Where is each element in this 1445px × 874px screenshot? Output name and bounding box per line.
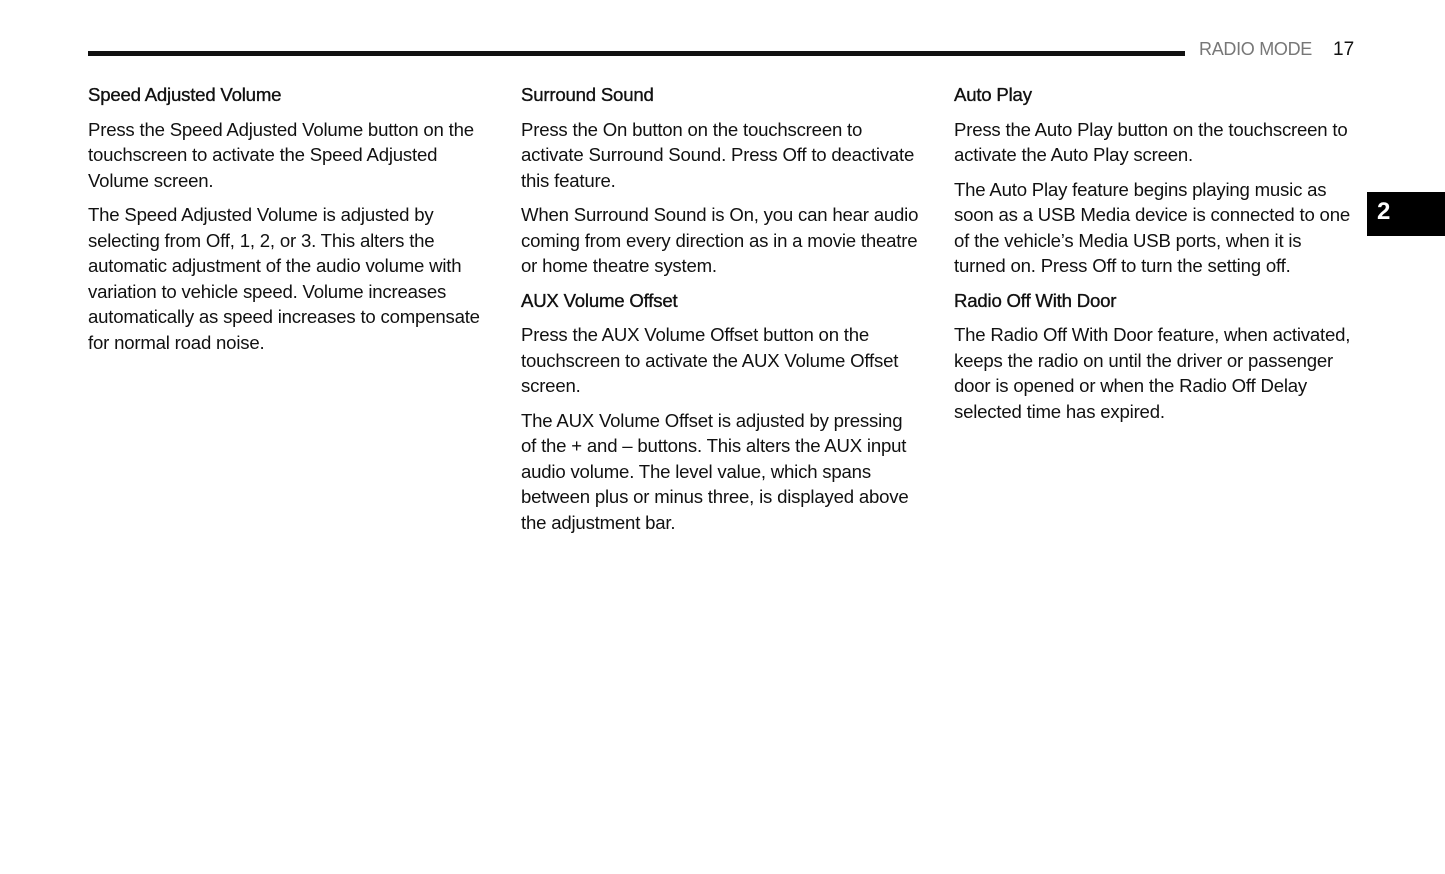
header-rule [88,51,1185,56]
paragraph: The Auto Play feature begins playing music as soon as a USB Media device is connected to one of the vehicle’s Media USB ports, when it is turned on. Press Off to turn the setting off. [954,178,1350,276]
chapter-tab-label: 2 [1377,198,1391,225]
heading-auto-play: Auto Play [954,84,1032,105]
heading-surround-sound: Surround Sound [521,84,654,105]
heading-radio-off-with-door: Radio Off With Door [954,289,1117,311]
paragraph: Press the Speed Adjusted Volume button on the touchscreen to activate the Speed Adjusted Volume screen. [88,118,474,191]
column-3 [954,82,1354,433]
running-header-section: RADIO MODE [1199,39,1313,59]
heading-speed-adjusted-volume: Speed Adjusted Volume [88,84,282,105]
page-number: 17 [1333,39,1355,60]
column-2 [521,82,921,544]
chapter-tab [1367,192,1445,236]
paragraph: Press the AUX Volume Offset button on the touchscreen to activate the AUX Volume Offset screen. [521,324,899,396]
paragraph: The Radio Off With Door feature, when activated, keeps the radio on until the driver or passenger door is opened or when the Radio Off Delay selected time has expired. [954,324,1351,422]
heading-aux-volume-offset: AUX Volume Offset [521,289,678,311]
paragraph: The Speed Adjusted Volume is adjusted by selecting from Off, 1, 2, or 3. This alters the automatic adjustment of the audio volume with variation to vehicle speed. Volume increases automatically as speed increases to compensate for normal road noise. [88,204,480,353]
paragraph: Press the Auto Play button on the touchscreen to activate the Auto Play screen. [954,118,1348,165]
paragraph: Press the On button on the touchscreen to activate Surround Sound. Press Off to deactivate this feature. [521,118,915,191]
column-1 [88,82,488,364]
paragraph: The AUX Volume Offset is adjusted by pressing of the + and – buttons. This alters the AUX input audio volume. The level value, which spans between plus or minus three, is displayed above the adjustment bar. [521,409,909,533]
paragraph: When Surround Sound is On, you can hear audio coming from every direction as in a movie theatre or home theatre system. [521,204,919,276]
